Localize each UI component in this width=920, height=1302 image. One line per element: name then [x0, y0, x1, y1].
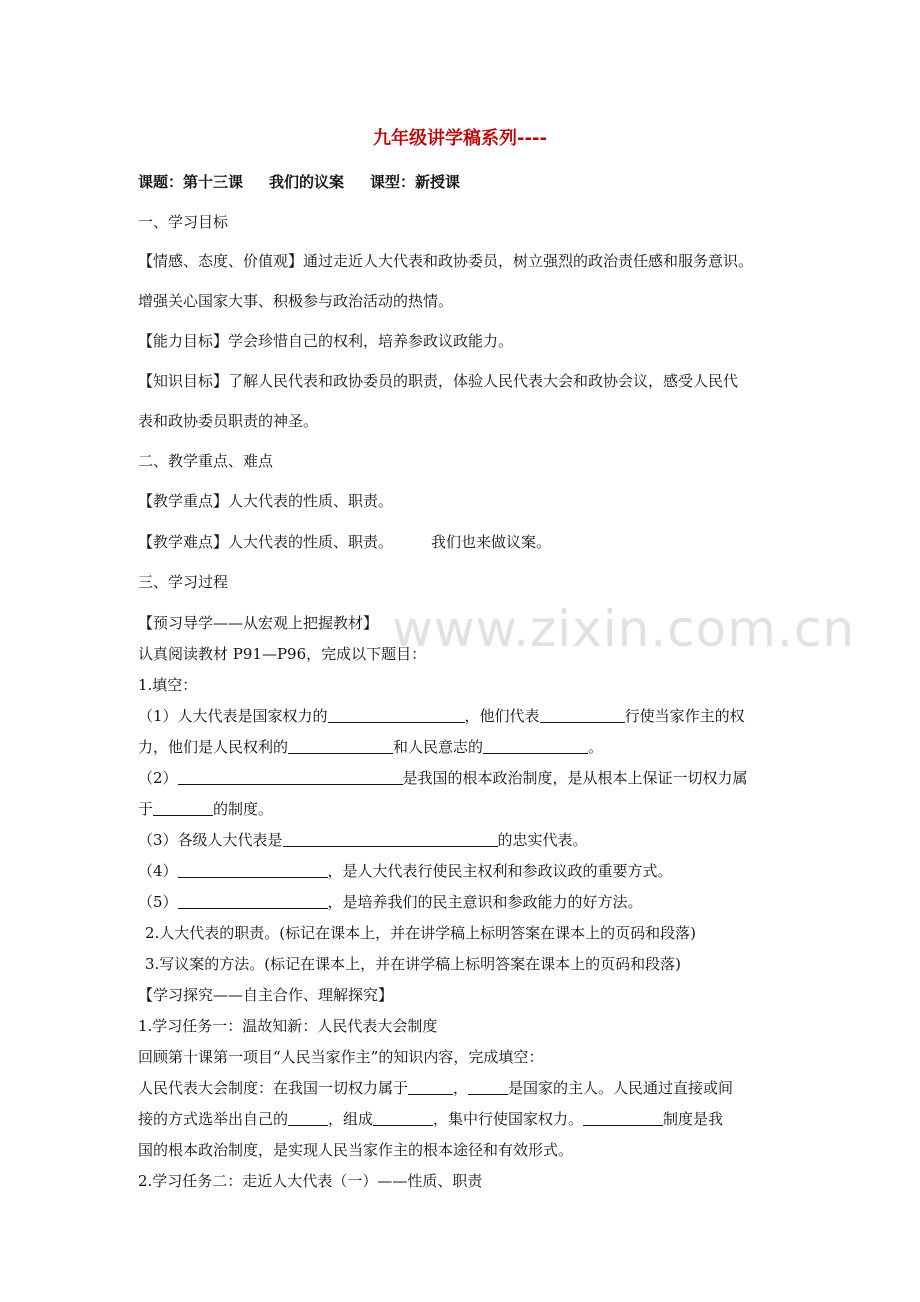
q1-text-c: 行使当家作主的权: [624, 707, 745, 725]
q1-text-f: 。: [588, 738, 604, 756]
key-point: 【教学重点】人大代表的性质、职责。: [138, 492, 394, 510]
npc-text-g: 制度是我: [663, 1110, 724, 1128]
difficulty-line: [138, 532, 551, 552]
q1-text-e: 和人民意志的: [393, 738, 484, 756]
blank: [468, 1079, 508, 1095]
explore-title: 【学习探究——自主合作、理解探究】: [138, 986, 394, 1004]
question-2-line-2: [138, 799, 273, 819]
section-1-heading: 一、学习目标: [138, 213, 229, 231]
q1-text-d: 力，他们是人民权利的: [138, 738, 289, 756]
q2-text-d: 的制度。: [213, 800, 274, 818]
q2-text-a: （2）: [138, 769, 178, 787]
npc-text-a: 人民代表大会制度：在我国一切权力属于: [138, 1079, 409, 1097]
blank: [583, 1110, 663, 1126]
fill-title: 1.填空：: [138, 676, 198, 694]
section-2-heading: 二、教学重点、难点: [138, 452, 274, 470]
q5-text-b: ，是培养我们的民主意识和参政能力的好方法。: [327, 893, 643, 911]
lesson-topic: 我们的议案: [269, 173, 345, 191]
emotion-goal-line-2: 增强关心国家大事、积极参与政治活动的热情。: [138, 292, 454, 310]
q4-text-b: ，是人大代表行使民主权利和参政议政的重要方式。: [327, 862, 673, 880]
q3-text-b: 的忠实代表。: [497, 831, 588, 849]
item-2: 2.人大代表的职责。(标记在课本上，并在讲学稿上标明答案在课本上的页码和段落): [145, 924, 697, 942]
npc-text-e: ，组成: [328, 1110, 374, 1128]
task-1: 1.学习任务一：温故知新：人民代表大会制度: [138, 1017, 438, 1035]
watermark: www.zixin.com.cn: [392, 600, 856, 658]
question-1-line-2: [138, 737, 603, 757]
q1-text-b: ，他们代表: [464, 707, 540, 725]
item-3: 3.写议案的方法。(标记在课本上，并在讲学稿上标明答案在课本上的页码和段落): [145, 955, 682, 973]
question-5: [138, 892, 643, 912]
question-4: [138, 861, 673, 881]
npc-text-c: 是国家的主人。人民通过直接或间: [508, 1079, 734, 1097]
question-3: [138, 830, 588, 850]
section-3-heading: 三、学习过程: [138, 573, 229, 591]
blank: [288, 1110, 328, 1126]
npc-line-1: [138, 1078, 733, 1098]
blank: [178, 893, 328, 909]
preview-intro: 认真阅读教材 P91—P96，完成以下题目：: [138, 645, 427, 663]
question-1-line-1: [138, 706, 745, 726]
blank: [408, 1079, 453, 1095]
blank: [178, 769, 403, 785]
blank: [288, 738, 393, 754]
difficulty-a: 【教学难点】人大代表的性质、职责。: [138, 533, 394, 551]
ability-goal: 【能力目标】学会珍惜自己的权利，培养参政议政能力。: [138, 332, 514, 350]
difficulty-b: 我们也来做议案。: [431, 533, 552, 551]
blank: [540, 707, 625, 723]
blank: [373, 1110, 433, 1126]
knowledge-goal-line-2: 表和政协委员职责的神圣。: [138, 412, 319, 430]
review-line: 回顾第十课第一项目“人民当家作主”的知识内容，完成填空：: [138, 1048, 544, 1066]
npc-text-d: 接的方式选举出自己的: [138, 1110, 289, 1128]
blank: [178, 862, 328, 878]
npc-text-b: ，: [453, 1079, 469, 1097]
lesson-type: 课型：新授课: [370, 173, 461, 191]
npc-text-f: ，集中行使国家权力。: [433, 1110, 584, 1128]
blank: [483, 738, 588, 754]
subject-line: [138, 172, 460, 192]
npc-line-3: 国的根本政治制度，是实现人民当家作主的根本途径和有效形式。: [138, 1141, 574, 1159]
preview-title: 【预习导学——从宏观上把握教材】: [138, 614, 379, 632]
blank: [153, 800, 213, 816]
q4-text-a: （4）: [138, 862, 178, 880]
task-2: 2.学习任务二：走近人大代表（一）——性质、职责: [138, 1172, 483, 1190]
q2-text-c: 于: [138, 800, 154, 818]
q3-text-a: （3）各级人大代表是: [138, 831, 283, 849]
blank: [283, 831, 498, 847]
document-title: 九年级讲学稿系列----: [373, 128, 547, 149]
q5-text-a: （5）: [138, 893, 178, 911]
q2-text-b: 是我国的根本政治制度，是从根本上保证一切权力属: [402, 769, 748, 787]
lesson-label: 课题：第十三课: [138, 173, 244, 191]
question-2-line-1: [138, 768, 748, 788]
emotion-goal-line-1: 【情感、态度、价值观】通过走近人大代表和政协委员，树立强烈的政治责任感和服务意识。: [138, 252, 754, 270]
npc-line-2: [138, 1109, 723, 1129]
blank: [328, 707, 465, 723]
knowledge-goal-line-1: 【知识目标】了解人民代表和政协委员的职责，体验人民代表大会和政协会议，感受人民代: [138, 372, 739, 390]
q1-text-a: （1）人大代表是国家权力的: [138, 707, 328, 725]
